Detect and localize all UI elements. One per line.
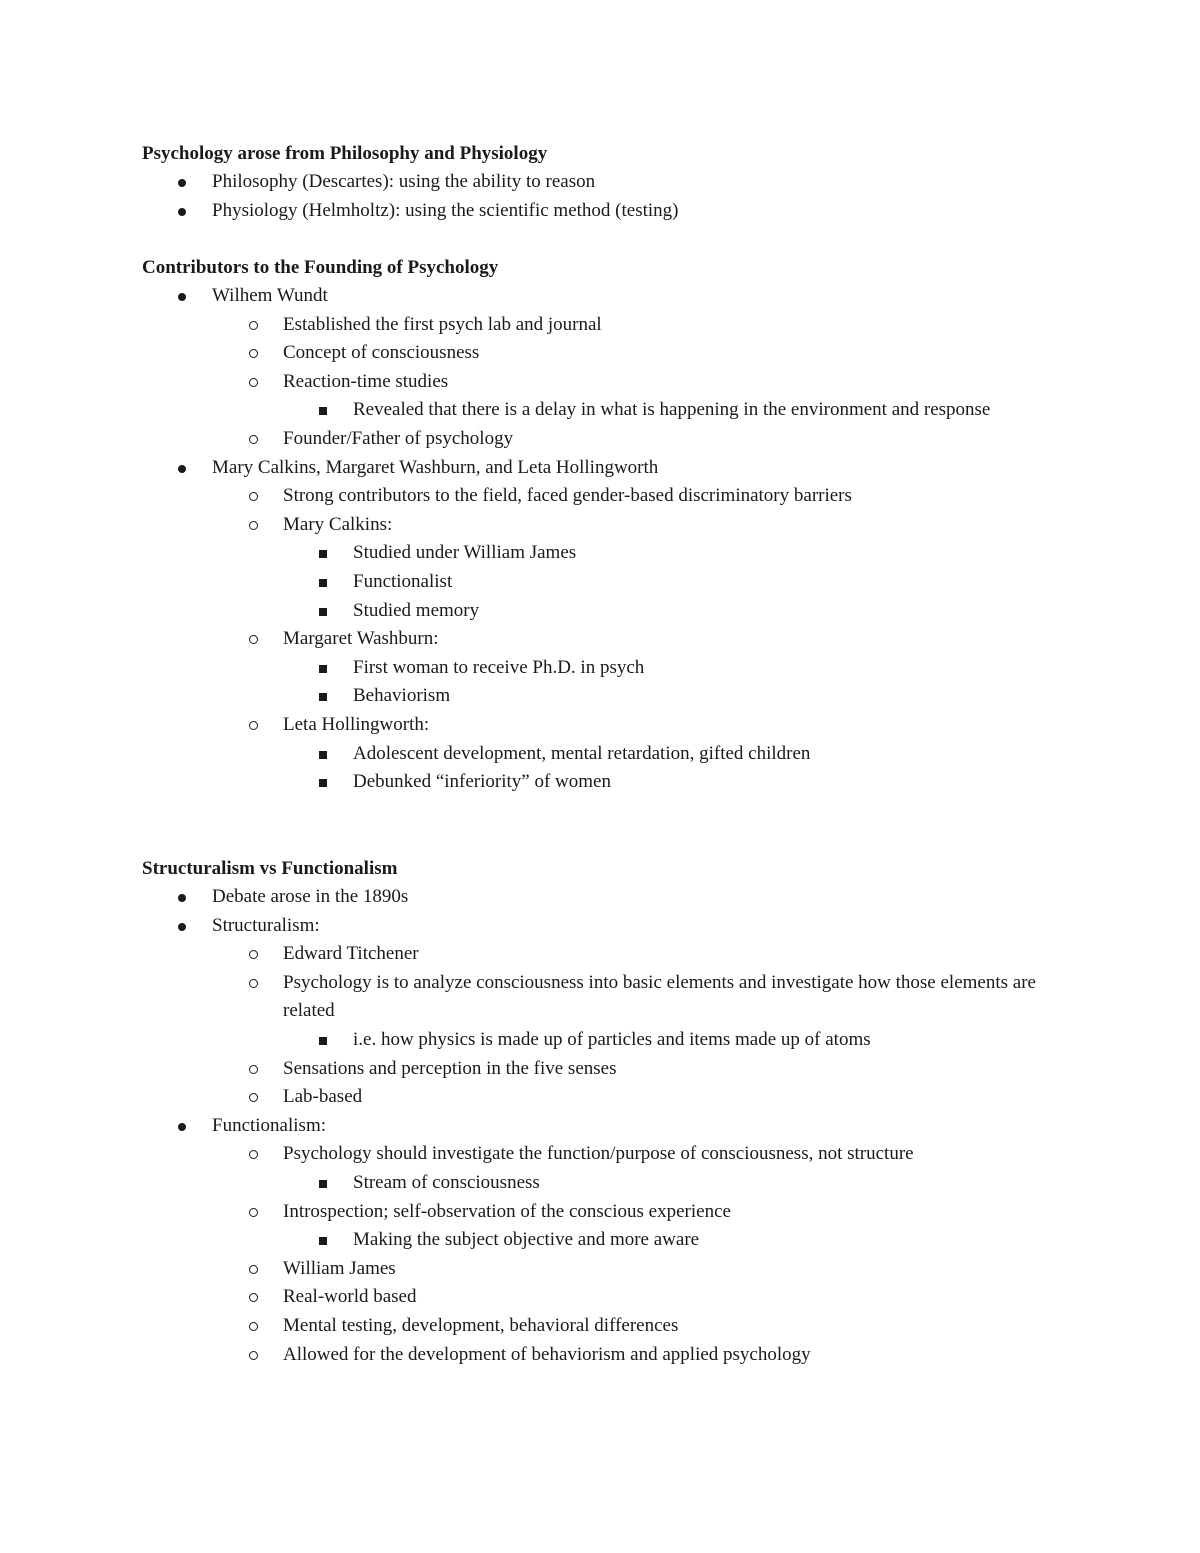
bullet-disc-icon	[178, 465, 186, 473]
list-item: Revealed that there is a delay in what is happening in the environment and response	[142, 396, 1142, 425]
bullet-square-icon	[319, 1037, 327, 1045]
bullet-circle-icon	[249, 1351, 258, 1360]
bullet-square-icon	[319, 1180, 327, 1188]
bullet-circle-icon	[249, 492, 258, 501]
list-item: Debate arose in the 1890s	[142, 883, 1142, 912]
list-item: Edward Titchener	[142, 940, 1142, 969]
bullet-circle-icon	[249, 950, 258, 959]
bullet-square-icon	[319, 550, 327, 558]
list-item: Leta Hollingworth:	[142, 711, 1142, 740]
bullet-circle-icon	[249, 1093, 258, 1102]
bullet-circle-icon	[249, 1150, 258, 1159]
bullet-circle-icon	[249, 349, 258, 358]
bullet-disc-icon	[178, 179, 186, 187]
list-item: Introspection; self-observation of the conscious experience	[142, 1198, 1142, 1227]
list-item: Margaret Washburn:	[142, 625, 1142, 654]
list-item: Concept of consciousness	[142, 339, 1142, 368]
bullet-circle-icon	[249, 1293, 258, 1302]
list-item: Philosophy (Descartes): using the ability to reason	[142, 168, 1142, 197]
bullet-disc-icon	[178, 293, 186, 301]
list-item: Strong contributors to the field, faced gender-based discriminatory barriers	[142, 482, 1142, 511]
list-item: Physiology (Helmholtz): using the scientific method (testing)	[142, 197, 1142, 226]
bullet-circle-icon	[249, 979, 258, 988]
list-item: Established the first psych lab and journal	[142, 311, 1142, 340]
bullet-circle-icon	[249, 1208, 258, 1217]
bullet-disc-icon	[178, 208, 186, 216]
bullet-square-icon	[319, 751, 327, 759]
list-item: Reaction-time studies	[142, 368, 1142, 397]
bullet-square-icon	[319, 665, 327, 673]
bullet-circle-icon	[249, 721, 258, 730]
bullet-circle-icon	[249, 521, 258, 530]
bullet-circle-icon	[249, 1265, 258, 1274]
list-item: Studied under William James	[142, 539, 1142, 568]
list-item: Debunked “inferiority” of women	[142, 768, 1142, 797]
list-item: Functionalism:	[142, 1112, 1142, 1141]
bullet-square-icon	[319, 693, 327, 701]
list-item: Psychology should investigate the function/purpose of consciousness, not structure	[142, 1140, 1142, 1169]
list-item: Adolescent development, mental retardation, gifted children	[142, 740, 1142, 769]
list-item: Making the subject objective and more aware	[142, 1226, 1142, 1255]
bullet-circle-icon	[249, 635, 258, 644]
section-heading: Contributors to the Founding of Psychology	[142, 257, 499, 278]
bullet-circle-icon	[249, 1322, 258, 1331]
bullet-square-icon	[319, 779, 327, 787]
list-item: Founder/Father of psychology	[142, 425, 1142, 454]
bullet-disc-icon	[178, 894, 186, 902]
list-item: Allowed for the development of behaviorism and applied psychology	[142, 1341, 1142, 1370]
bullet-square-icon	[319, 579, 327, 587]
bullet-circle-icon	[249, 435, 258, 444]
list-item: Behaviorism	[142, 682, 1142, 711]
section-heading: Psychology arose from Philosophy and Physiology	[142, 143, 548, 164]
bullet-circle-icon	[249, 321, 258, 330]
bullet-disc-icon	[178, 923, 186, 931]
list-item: William James	[142, 1255, 1142, 1284]
list-item: Mary Calkins:	[142, 511, 1142, 540]
bullet-square-icon	[319, 407, 327, 415]
bullet-circle-icon	[249, 1065, 258, 1074]
list-item: i.e. how physics is made up of particles and items made up of atoms	[142, 1026, 1142, 1055]
bullet-circle-icon	[249, 378, 258, 387]
list-item: Studied memory	[142, 597, 1142, 626]
bullet-disc-icon	[178, 1123, 186, 1131]
section-heading: Structuralism vs Functionalism	[142, 858, 398, 879]
list-item: First woman to receive Ph.D. in psych	[142, 654, 1142, 683]
list-item: Real-world based	[142, 1283, 1142, 1312]
list-item: Psychology is to analyze consciousness into basic elements and investigate how those elements are related	[142, 969, 1142, 1026]
list-item: Wilhem Wundt	[142, 282, 1142, 311]
list-item: Functionalist	[142, 568, 1142, 597]
list-item: Mary Calkins, Margaret Washburn, and Leta Hollingworth	[142, 454, 1142, 483]
bullet-square-icon	[319, 1237, 327, 1245]
section-contributors	[142, 254, 1142, 797]
list-item: Structuralism:	[142, 912, 1142, 941]
section-origins	[142, 140, 1142, 225]
list-item: Sensations and perception in the five senses	[142, 1055, 1142, 1084]
list-item: Lab-based	[142, 1083, 1142, 1112]
list-item: Stream of consciousness	[142, 1169, 1142, 1198]
list-item: Mental testing, development, behavioral differences	[142, 1312, 1142, 1341]
section-structuralism-functionalism	[142, 855, 1142, 1369]
bullet-square-icon	[319, 608, 327, 616]
